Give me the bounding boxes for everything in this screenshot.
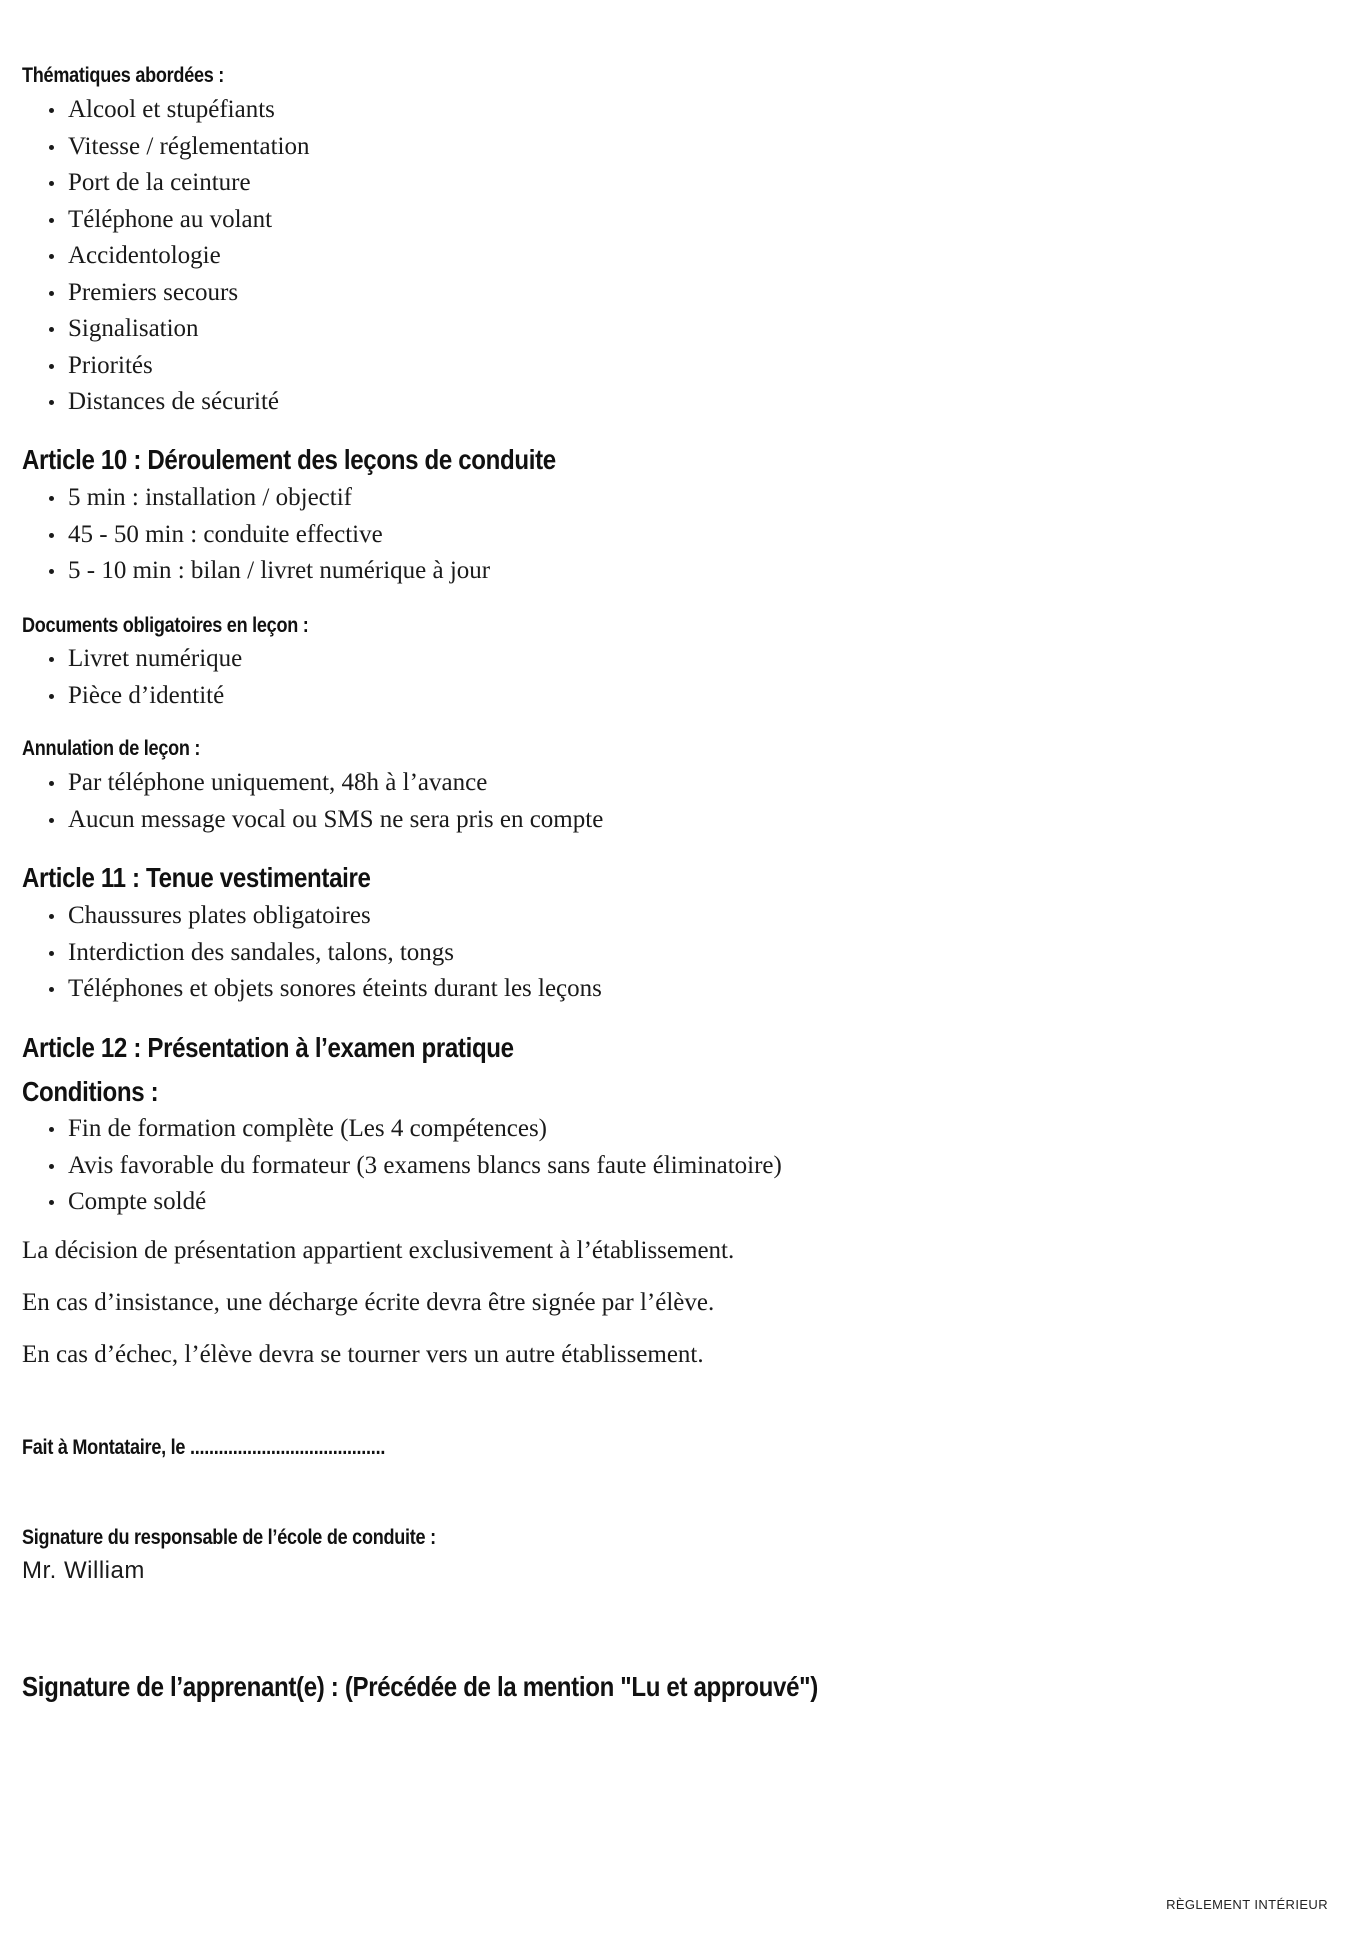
article-10-heading: Article 10 : Déroulement des leçons de conduite	[22, 444, 556, 475]
article-12-heading: Article 12 : Présentation à l’examen pratique	[22, 1032, 514, 1063]
list-item: Chaussures plates obligatoires	[0, 898, 602, 935]
list-item: Distances de sécurité	[0, 384, 309, 421]
list-item: 5 min : installation / objectif	[0, 480, 490, 517]
responsable-signature-label: Signature du responsable de l’école de conduite :	[22, 1526, 436, 1549]
paragraph: La décision de présentation appartient exclusivement à l’établissement.	[22, 1237, 735, 1264]
list-item: Aucun message vocal ou SMS ne sera pris en compte	[0, 802, 603, 839]
conditions-list	[0, 1111, 782, 1221]
conditions-heading: Conditions :	[22, 1076, 159, 1107]
list-item: 45 - 50 min : conduite effective	[0, 517, 490, 554]
fait-a-line: Fait à Montataire, le .........................................	[22, 1436, 386, 1459]
list-item: Alcool et stupéfiants	[0, 92, 309, 129]
list-item: Téléphone au volant	[0, 202, 309, 239]
list-item: Vitesse / réglementation	[0, 129, 309, 166]
list-item: Signalisation	[0, 311, 309, 348]
annulation-list	[0, 765, 603, 838]
list-item: Téléphones et objets sonores éteints durant les leçons	[0, 971, 602, 1008]
responsable-name: Mr. William	[22, 1557, 145, 1584]
paragraph: En cas d’échec, l’élève devra se tourner vers un autre établissement.	[22, 1341, 704, 1368]
list-item: Accidentologie	[0, 238, 309, 275]
annulation-heading: Annulation de leçon :	[22, 737, 201, 760]
apprenant-signature-label: Signature de l’apprenant(e) : (Précédée de la mention "Lu et approuvé")	[22, 1671, 818, 1702]
list-item: 5 - 10 min : bilan / livret numérique à jour	[0, 553, 490, 590]
list-item: Port de la ceinture	[0, 165, 309, 202]
list-item: Interdiction des sandales, talons, tongs	[0, 935, 602, 972]
article-11-heading: Article 11 : Tenue vestimentaire	[22, 862, 371, 893]
thematiques-list	[0, 92, 309, 421]
documents-list	[0, 641, 242, 714]
list-item: Par téléphone uniquement, 48h à l’avance	[0, 765, 603, 802]
list-item: Pièce d’identité	[0, 678, 242, 715]
paragraph: En cas d’insistance, une décharge écrite devra être signée par l’élève.	[22, 1289, 715, 1316]
list-item: Fin de formation complète (Les 4 compétences)	[0, 1111, 782, 1148]
list-item: Livret numérique	[0, 641, 242, 678]
footer-label: RÈGLEMENT INTÉRIEUR	[1166, 1897, 1328, 1912]
list-item: Priorités	[0, 348, 309, 385]
list-item: Avis favorable du formateur (3 examens blancs sans faute éliminatoire)	[0, 1148, 782, 1185]
list-item: Compte soldé	[0, 1184, 782, 1221]
list-item: Premiers secours	[0, 275, 309, 312]
thematiques-heading: Thématiques abordées :	[22, 64, 225, 87]
article-10-list	[0, 480, 490, 590]
article-11-list	[0, 898, 602, 1008]
documents-heading: Documents obligatoires en leçon :	[22, 614, 309, 637]
